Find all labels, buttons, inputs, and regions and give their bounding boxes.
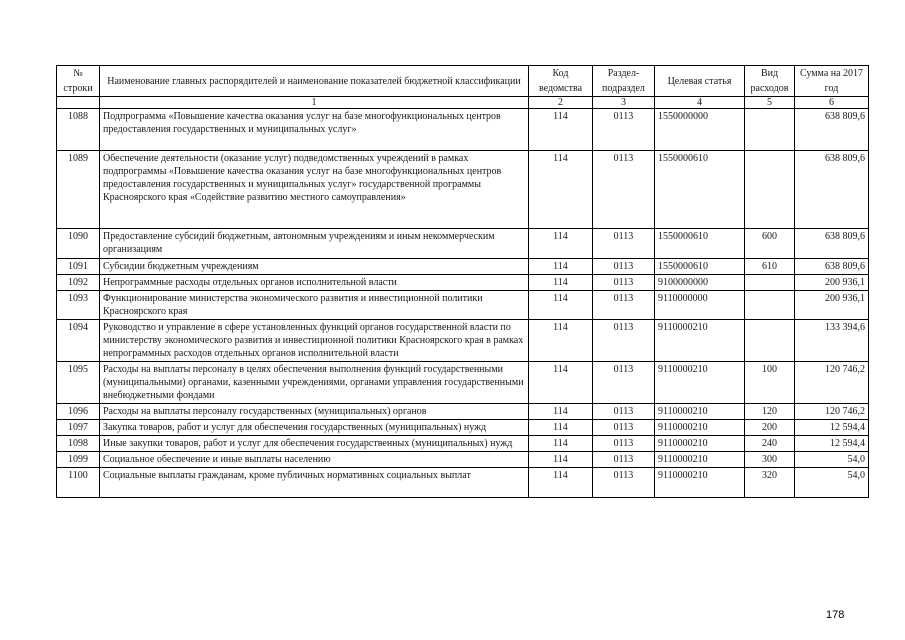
row-amount: 120 746,2 bbox=[795, 362, 869, 404]
table-row bbox=[57, 291, 869, 320]
row-number: 1094 bbox=[57, 320, 100, 362]
colnum-4: 4 bbox=[655, 97, 745, 109]
row-dept-code: 114 bbox=[529, 259, 593, 275]
row-section: 0113 bbox=[593, 362, 655, 404]
row-target: 9110000210 bbox=[655, 452, 745, 468]
row-amount: 133 394,6 bbox=[795, 320, 869, 362]
row-section: 0113 bbox=[593, 404, 655, 420]
row-section: 0113 bbox=[593, 151, 655, 229]
colnum-1: 1 bbox=[100, 97, 529, 109]
table-row bbox=[57, 151, 869, 229]
row-number: 1091 bbox=[57, 259, 100, 275]
row-number: 1099 bbox=[57, 452, 100, 468]
row-section: 0113 bbox=[593, 420, 655, 436]
row-dept-code: 114 bbox=[529, 468, 593, 498]
row-amount: 638 809,6 bbox=[795, 151, 869, 229]
row-amount: 54,0 bbox=[795, 468, 869, 498]
row-target: 1550000610 bbox=[655, 259, 745, 275]
table-row bbox=[57, 404, 869, 420]
row-number: 1090 bbox=[57, 229, 100, 259]
colnum-empty bbox=[57, 97, 100, 109]
row-dept-code: 114 bbox=[529, 420, 593, 436]
table-row bbox=[57, 468, 869, 498]
row-expense-type bbox=[745, 109, 795, 151]
row-name: Руководство и управление в сфере установленных функций органов государственной власти по министерству экономического развития и инвестиционной политики Красноярского края в рамках непрограммных расходов отдельных органов исполнительной власти bbox=[100, 320, 529, 362]
row-dept-code: 114 bbox=[529, 229, 593, 259]
row-expense-type: 120 bbox=[745, 404, 795, 420]
row-name: Социальные выплаты гражданам, кроме публичных нормативных социальных выплат bbox=[100, 468, 529, 498]
row-amount: 12 594,4 bbox=[795, 420, 869, 436]
table-row bbox=[57, 436, 869, 452]
row-target: 1550000610 bbox=[655, 151, 745, 229]
row-number: 1089 bbox=[57, 151, 100, 229]
header-amount: Сумма на 2017 год bbox=[795, 66, 869, 97]
row-number: 1095 bbox=[57, 362, 100, 404]
row-dept-code: 114 bbox=[529, 291, 593, 320]
row-name: Расходы на выплаты персоналу государственных (муниципальных) органов bbox=[100, 404, 529, 420]
row-number: 1100 bbox=[57, 468, 100, 498]
header-section: Раздел-подраздел bbox=[593, 66, 655, 97]
row-dept-code: 114 bbox=[529, 275, 593, 291]
colnum-5: 5 bbox=[745, 97, 795, 109]
row-expense-type: 600 bbox=[745, 229, 795, 259]
row-expense-type bbox=[745, 275, 795, 291]
row-number: 1098 bbox=[57, 436, 100, 452]
table-row bbox=[57, 320, 869, 362]
budget-table bbox=[56, 65, 869, 498]
row-amount: 638 809,6 bbox=[795, 259, 869, 275]
row-section: 0113 bbox=[593, 109, 655, 151]
row-name: Социальное обеспечение и иные выплаты населению bbox=[100, 452, 529, 468]
row-expense-type bbox=[745, 151, 795, 229]
row-section: 0113 bbox=[593, 291, 655, 320]
row-target: 1550000000 bbox=[655, 109, 745, 151]
row-dept-code: 114 bbox=[529, 452, 593, 468]
row-section: 0113 bbox=[593, 320, 655, 362]
row-number: 1092 bbox=[57, 275, 100, 291]
row-target: 9100000000 bbox=[655, 275, 745, 291]
row-name: Предоставление субсидий бюджетным, автономным учреждениям и иным некоммерческим организациям bbox=[100, 229, 529, 259]
row-amount: 12 594,4 bbox=[795, 436, 869, 452]
row-expense-type: 300 bbox=[745, 452, 795, 468]
row-name: Непрограммные расходы отдельных органов исполнительной власти bbox=[100, 275, 529, 291]
row-number: 1093 bbox=[57, 291, 100, 320]
row-section: 0113 bbox=[593, 229, 655, 259]
header-dept-code: Код ведомства bbox=[529, 66, 593, 97]
row-dept-code: 114 bbox=[529, 151, 593, 229]
row-dept-code: 114 bbox=[529, 320, 593, 362]
row-target: 9110000000 bbox=[655, 291, 745, 320]
header-name: Наименование главных распорядителей и наименование показателей бюджетной классификации bbox=[100, 66, 529, 97]
row-target: 9110000210 bbox=[655, 436, 745, 452]
row-section: 0113 bbox=[593, 468, 655, 498]
row-expense-type: 100 bbox=[745, 362, 795, 404]
row-amount: 638 809,6 bbox=[795, 229, 869, 259]
table-row bbox=[57, 259, 869, 275]
row-dept-code: 114 bbox=[529, 362, 593, 404]
colnum-2: 2 bbox=[529, 97, 593, 109]
row-section: 0113 bbox=[593, 436, 655, 452]
colnum-3: 3 bbox=[593, 97, 655, 109]
row-name: Расходы на выплаты персоналу в целях обеспечения выполнения функций государственными (муниципальными) органами, казенными учреждениями, органами управления государственными внебюджетными фондами bbox=[100, 362, 529, 404]
row-target: 9110000210 bbox=[655, 362, 745, 404]
row-name: Обеспечение деятельности (оказание услуг) подведомственных учреждений в рамках подпрограммы «Повышение качества оказания услуг на базе многофункциональных центров предоставления государственных и муниципальных услуг» государственной программы Красноярского края «Содействие развитию местного самоуправления» bbox=[100, 151, 529, 229]
colnum-6: 6 bbox=[795, 97, 869, 109]
row-name: Субсидии бюджетным учреждениям bbox=[100, 259, 529, 275]
header-target: Целевая статья bbox=[655, 66, 745, 97]
row-number: 1096 bbox=[57, 404, 100, 420]
row-target: 9110000210 bbox=[655, 468, 745, 498]
table-row bbox=[57, 109, 869, 151]
row-amount: 638 809,6 bbox=[795, 109, 869, 151]
table-row bbox=[57, 420, 869, 436]
row-name: Иные закупки товаров, работ и услуг для обеспечения государственных (муниципальных) нужд bbox=[100, 436, 529, 452]
row-dept-code: 114 bbox=[529, 436, 593, 452]
row-section: 0113 bbox=[593, 452, 655, 468]
table-row bbox=[57, 275, 869, 291]
row-expense-type: 610 bbox=[745, 259, 795, 275]
header-expense-type: Вид расходов bbox=[745, 66, 795, 97]
table-row bbox=[57, 452, 869, 468]
header-row-no: № строки bbox=[57, 66, 100, 97]
row-number: 1097 bbox=[57, 420, 100, 436]
row-dept-code: 114 bbox=[529, 109, 593, 151]
row-name: Функционирование министерства экономического развития и инвестиционной политики Красноярского края bbox=[100, 291, 529, 320]
row-expense-type: 320 bbox=[745, 468, 795, 498]
row-amount: 200 936,1 bbox=[795, 291, 869, 320]
table-row bbox=[57, 362, 869, 404]
row-dept-code: 114 bbox=[529, 404, 593, 420]
row-expense-type: 240 bbox=[745, 436, 795, 452]
row-name: Закупка товаров, работ и услуг для обеспечения государственных (муниципальных) нужд bbox=[100, 420, 529, 436]
row-expense-type bbox=[745, 291, 795, 320]
table-header-row bbox=[57, 66, 869, 97]
row-number: 1088 bbox=[57, 109, 100, 151]
row-target: 9110000210 bbox=[655, 420, 745, 436]
column-numbers-row bbox=[57, 97, 869, 109]
row-expense-type bbox=[745, 320, 795, 362]
row-amount: 200 936,1 bbox=[795, 275, 869, 291]
row-section: 0113 bbox=[593, 259, 655, 275]
table-row bbox=[57, 229, 869, 259]
row-target: 1550000610 bbox=[655, 229, 745, 259]
row-name: Подпрограмма «Повышение качества оказания услуг на базе многофункциональных центров предоставления государственных и муниципальных услуг» bbox=[100, 109, 529, 151]
row-amount: 54,0 bbox=[795, 452, 869, 468]
row-section: 0113 bbox=[593, 275, 655, 291]
row-target: 9110000210 bbox=[655, 320, 745, 362]
page-number: 178 bbox=[826, 609, 845, 621]
row-amount: 120 746,2 bbox=[795, 404, 869, 420]
row-expense-type: 200 bbox=[745, 420, 795, 436]
row-target: 9110000210 bbox=[655, 404, 745, 420]
